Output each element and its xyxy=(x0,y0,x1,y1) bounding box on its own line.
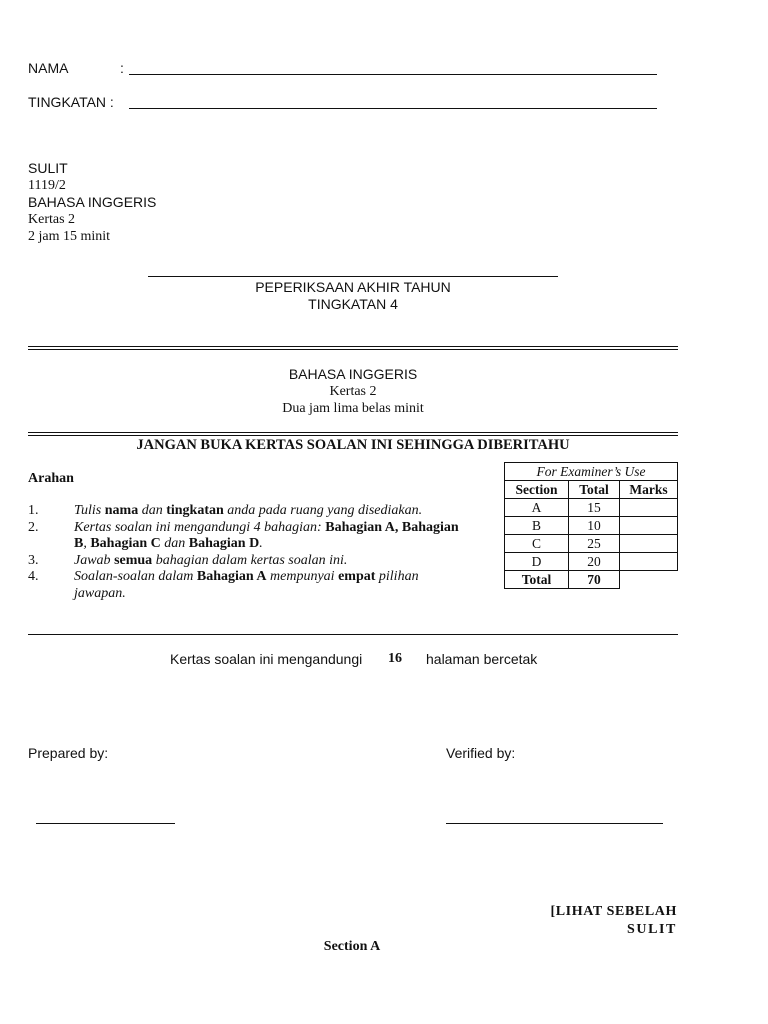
marks-cell[interactable] xyxy=(620,535,678,553)
total-row xyxy=(505,571,678,589)
col-header-total: Total xyxy=(569,481,620,499)
instruction-emphasis: Bahagian C xyxy=(90,536,161,551)
marks-cell[interactable] xyxy=(620,499,678,517)
total-cell: 25 xyxy=(569,535,620,553)
instruction-number: 1. xyxy=(28,503,39,518)
col-header-marks: Marks xyxy=(620,481,678,499)
instruction-emphasis: nama xyxy=(104,503,139,518)
total-empty xyxy=(620,571,678,589)
instruction-emphasis: Bahagian B xyxy=(74,519,459,551)
instruction-item xyxy=(28,553,468,570)
prepared-by-label: Prepared by: xyxy=(28,745,109,761)
col-header-section: Section xyxy=(505,481,569,499)
instruction-text: mempunyai xyxy=(266,569,339,584)
exam-title xyxy=(148,279,558,313)
table-row xyxy=(505,517,678,535)
nama-field-line[interactable] xyxy=(129,74,657,75)
double-rule-top-1 xyxy=(28,346,678,347)
instruction-item xyxy=(28,520,468,553)
examiner-table-caption: For Examiner’s Use xyxy=(505,463,678,481)
instruction-emphasis: tingkatan xyxy=(166,503,224,518)
instructions-heading: Arahan xyxy=(28,471,74,486)
marks-cell[interactable] xyxy=(620,517,678,535)
paper-number: Kertas 2 xyxy=(28,212,76,227)
table-row xyxy=(505,535,678,553)
instruction-emphasis: empat xyxy=(338,569,376,584)
instruction-emphasis: Bahagian D xyxy=(188,536,260,551)
double-rule-top-2 xyxy=(28,349,678,350)
title-rule xyxy=(148,276,558,277)
instruction-text: dan xyxy=(160,536,189,551)
paper-code: 1119/2 xyxy=(28,178,66,193)
examiner-table-body xyxy=(505,499,678,571)
table-row xyxy=(505,499,678,517)
instruction-text: Tulis xyxy=(74,503,105,518)
verified-by-label: Verified by: xyxy=(446,745,516,761)
instruction-text: anda pada ruang yang disediakan. xyxy=(223,503,423,518)
instruction-text: Soalan-soalan dalam xyxy=(74,569,197,584)
examiner-table xyxy=(504,462,678,589)
warning-banner: JANGAN BUKA KERTAS SOALAN INI SEHINGGA DIBERITAHU xyxy=(136,437,570,453)
instruction-text: . xyxy=(259,536,263,551)
paper-subject: BAHASA INGGERIS xyxy=(28,194,157,210)
pages-count: 16 xyxy=(388,651,402,666)
double-rule-bottom-2 xyxy=(28,435,678,436)
instruction-item xyxy=(28,569,468,602)
tingkatan-label: TINGKATAN : xyxy=(28,94,114,110)
section-cell: D xyxy=(505,553,569,571)
pages-note-suffix: halaman bercetak xyxy=(426,651,538,667)
instruction-text: Jawab xyxy=(74,552,115,568)
instruction-text: Kertas soalan ini mengandungi 4 bahagian: xyxy=(74,519,326,535)
subject-block xyxy=(28,366,678,417)
instruction-text: bahagian dalam kertas soalan ini. xyxy=(152,552,348,568)
prepared-signature-line[interactable] xyxy=(36,823,175,824)
instruction-number: 2. xyxy=(28,519,39,535)
exam-title-line1: PEPERIKSAAN AKHIR TAHUN xyxy=(255,279,451,295)
instruction-number: 3. xyxy=(28,552,39,568)
table-row xyxy=(505,553,678,571)
nama-label: NAMA xyxy=(28,60,69,76)
double-rule-bottom-1 xyxy=(28,432,678,433)
instruction-number: 4. xyxy=(28,569,39,584)
total-cell: 10 xyxy=(569,517,620,535)
verified-signature-line[interactable] xyxy=(446,823,663,824)
exam-title-line2: TINGKATAN 4 xyxy=(308,296,398,312)
total-value: 70 xyxy=(569,571,620,589)
paper-info xyxy=(28,160,156,245)
sulit-label: SULIT xyxy=(28,160,68,176)
paper-duration: 2 jam 15 minit xyxy=(28,229,111,244)
total-cell: 20 xyxy=(569,553,620,571)
instructions-list xyxy=(28,503,468,602)
total-cell: 15 xyxy=(569,499,620,517)
footer-sulit: SULIT xyxy=(626,922,677,937)
nama-colon: : xyxy=(120,60,124,76)
subject-duration: Dua jam lima belas minit xyxy=(282,401,424,416)
section-cell: A xyxy=(505,499,569,517)
instruction-emphasis: Bahagian A, xyxy=(325,519,399,535)
pages-rule xyxy=(28,634,678,635)
tingkatan-field-line[interactable] xyxy=(129,108,657,109)
section-cell: B xyxy=(505,517,569,535)
subject-name: BAHASA INGGERIS xyxy=(288,366,418,382)
section-cell: C xyxy=(505,535,569,553)
instruction-item xyxy=(28,503,468,520)
instruction-text: pilihan jawapan. xyxy=(74,569,419,601)
total-label: Total xyxy=(505,571,569,589)
lihat-sebelah: [LIHAT SEBELAH xyxy=(550,904,677,919)
instruction-emphasis: semua xyxy=(114,552,153,568)
instruction-emphasis: Bahagian A xyxy=(196,569,267,584)
section-a-heading: Section A xyxy=(323,939,381,954)
instruction-text: , xyxy=(83,536,91,551)
subject-paper: Kertas 2 xyxy=(329,384,377,399)
instruction-text: dan xyxy=(138,503,167,518)
marks-cell[interactable] xyxy=(620,553,678,571)
pages-note-prefix: Kertas soalan ini mengandungi xyxy=(170,651,363,667)
